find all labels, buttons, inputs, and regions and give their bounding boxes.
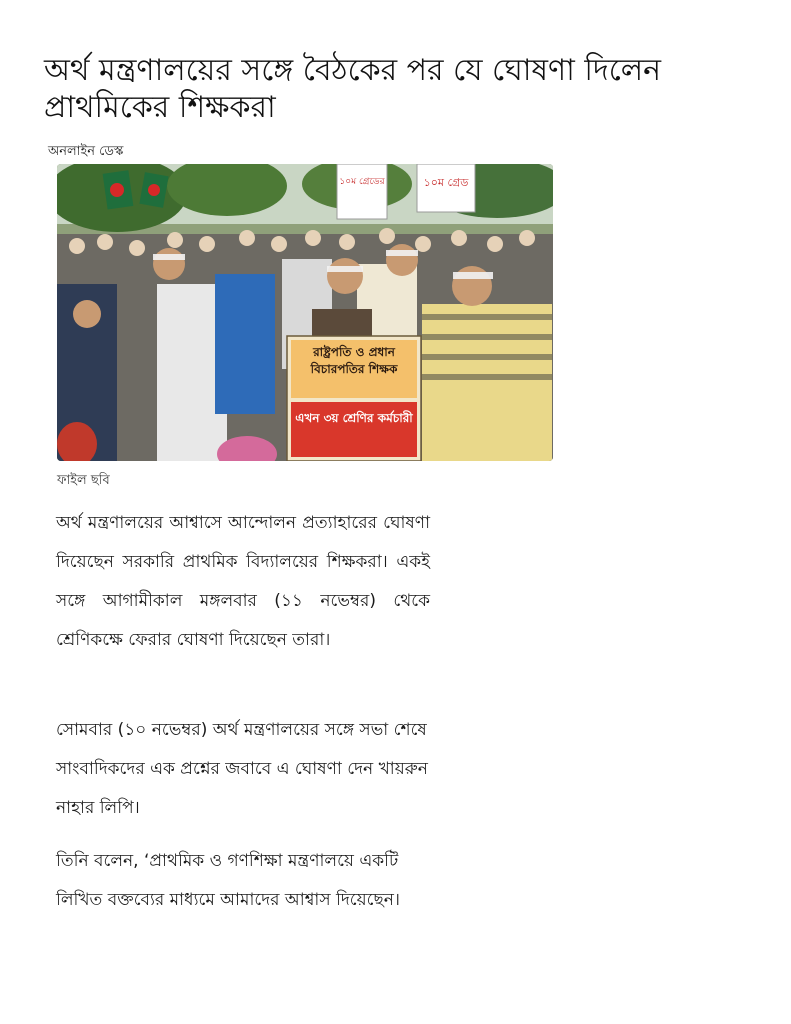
article-paragraph-1: অর্থ মন্ত্রণালয়ের আশ্বাসে আন্দোলন প্রত্যাহারের ঘোষণা দিয়েছেন সরকারি প্রাথমিক বিদ্যালয়ের শিক্ষকরা। একই সঙ্গে আগামীকাল মঙ্গলবার (১১ নভেম্বর) থেকে শ্রেণিকক্ষে ফেরার ঘোষণা দিয়েছেন তারা। <box>56 513 430 650</box>
article-byline: অনলাইন ডেস্ক <box>48 144 124 159</box>
placard-main-text: রাষ্ট্রপতি ও প্রধান বিচারপতির শিক্ষক <box>310 345 398 376</box>
photo-caption: ফাইল ছবি <box>57 473 110 488</box>
article-paragraph-3: তিনি বলেন, ‘প্রাথমিক ও গণশিক্ষা মন্ত্রণালয়ে একটি লিখিত বক্তব্যের মাধ্যমে আমাদের আশ্বাস দিয়েছেন। <box>56 851 400 910</box>
placard-bottom-text: এখন ৩য় শ্রেণির কর্মচারী <box>295 411 413 425</box>
article-photo <box>57 164 553 461</box>
placard-top-left-text: ১০ম গ্রেডের <box>339 177 385 187</box>
article-headline: অর্থ মন্ত্রণালয়ের সঙ্গে বৈঠকের পর যে ঘোষণা দিলেন প্রাথমিকের শিক্ষকরা <box>44 53 662 125</box>
article-paragraph-2: সোমবার (১০ নভেম্বর) অর্থ মন্ত্রণালয়ের সঙ্গে সভা শেষে সাংবাদিকদের এক প্রশ্নের জবাবে এ ঘোষণা দেন খায়রুন নাহার লিপি। <box>56 720 428 818</box>
placard-top-right-text: ১০ম গ্রেড <box>423 176 469 189</box>
protest-photo-illustration <box>57 164 553 461</box>
